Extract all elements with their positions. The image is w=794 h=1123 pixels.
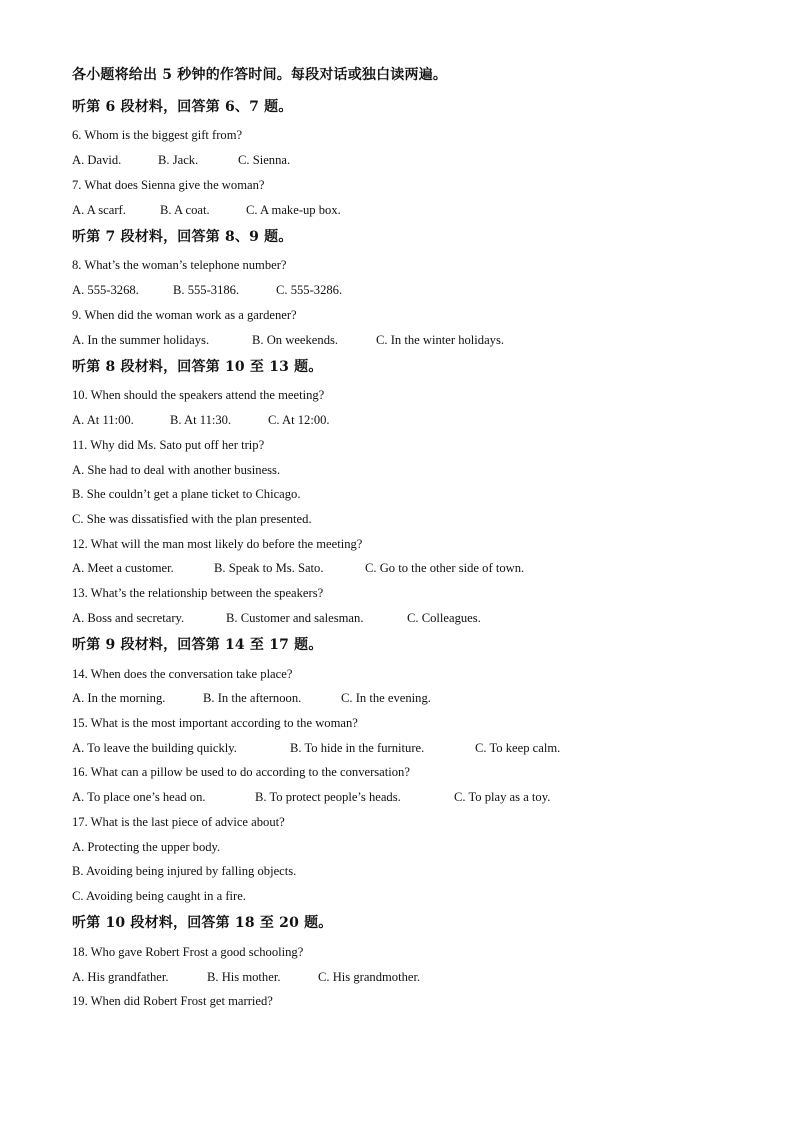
- option: B. At 11:30.: [170, 413, 232, 427]
- option: A. Protecting the upper body.: [72, 840, 221, 854]
- option: A. His grandfather.: [72, 970, 169, 984]
- option: A. To place one’s head on.: [72, 790, 206, 804]
- option: B. To hide in the furniture.: [290, 741, 425, 755]
- option: A. Boss and secretary.: [72, 611, 185, 625]
- option: B. She couldn’t get a plane ticket to Chicago.: [72, 487, 301, 501]
- question: 19. When did Robert Frost get married?: [72, 994, 273, 1008]
- option: A. In the summer holidays.: [72, 333, 210, 347]
- option: A. A scarf.: [72, 203, 126, 217]
- option: B. On weekends.: [252, 333, 339, 347]
- option: A. To leave the building quickly.: [72, 741, 237, 755]
- option-row: [72, 740, 560, 756]
- option: B. Speak to Ms. Sato.: [214, 561, 324, 575]
- option-row: [72, 412, 330, 428]
- option-row: [72, 789, 550, 805]
- section-heading: 听第 10 段材料，回答第 18 至 20 题。: [72, 915, 333, 931]
- option: B. Jack.: [158, 153, 199, 167]
- option: B. Customer and salesman.: [226, 611, 364, 625]
- option-row: [72, 690, 431, 706]
- option: C. To keep calm.: [475, 741, 561, 755]
- option-row: [72, 202, 341, 218]
- option: B. To protect people’s heads.: [255, 790, 401, 804]
- option: C. Colleagues.: [407, 611, 481, 625]
- section-heading: 听第 9 段材料，回答第 14 至 17 题。: [72, 637, 323, 653]
- question: 12. What will the man most likely do before the meeting?: [72, 537, 363, 551]
- option: A. 555-3268.: [72, 283, 139, 297]
- question: 14. When does the conversation take place?: [72, 667, 293, 681]
- option: C. His grandmother.: [318, 970, 421, 984]
- question: 15. What is the most important according to the woman?: [72, 716, 358, 730]
- option: B. Avoiding being injured by falling objects.: [72, 864, 297, 878]
- question: 16. What can a pillow be used to do according to the conversation?: [72, 765, 410, 779]
- option-row: [72, 152, 290, 168]
- option: B. His mother.: [207, 970, 281, 984]
- option: C. A make-up box.: [246, 203, 341, 217]
- option: C. In the winter holidays.: [376, 333, 505, 347]
- question: 18. Who gave Robert Frost a good schooling?: [72, 945, 304, 959]
- question: 9. When did the woman work as a gardener?: [72, 308, 297, 322]
- option: A. Meet a customer.: [72, 561, 174, 575]
- option: A. David.: [72, 153, 122, 167]
- question: 7. What does Sienna give the woman?: [72, 178, 265, 192]
- question: 11. Why did Ms. Sato put off her trip?: [72, 438, 265, 452]
- section-heading: 听第 6 段材料，回答第 6、7 题。: [72, 99, 293, 115]
- option: C. To play as a toy.: [454, 790, 551, 804]
- option-row: [72, 610, 481, 626]
- option: A. She had to deal with another business.: [72, 463, 281, 477]
- option: A. In the morning.: [72, 691, 166, 705]
- question: 6. Whom is the biggest gift from?: [72, 128, 243, 142]
- option: A. At 11:00.: [72, 413, 134, 427]
- option: C. Avoiding being caught in a fire.: [72, 889, 246, 903]
- option: B. A coat.: [160, 203, 210, 217]
- option-row: [72, 282, 342, 298]
- option: C. She was dissatisfied with the plan presented.: [72, 512, 312, 526]
- section-heading: 听第 8 段材料，回答第 10 至 13 题。: [72, 359, 323, 375]
- question: 10. When should the speakers attend the meeting?: [72, 388, 325, 402]
- option: B. In the afternoon.: [203, 691, 302, 705]
- option-row: [72, 969, 420, 985]
- option-row: [72, 560, 524, 576]
- option: C. In the evening.: [341, 691, 431, 705]
- option: C. At 12:00.: [268, 413, 330, 427]
- section-heading: 听第 7 段材料，回答第 8、9 题。: [72, 229, 293, 245]
- option: C. 555-3286.: [276, 283, 343, 297]
- question: 8. What’s the woman’s telephone number?: [72, 258, 287, 272]
- option: B. 555-3186.: [173, 283, 240, 297]
- option: C. Sienna.: [238, 153, 291, 167]
- question: 13. What’s the relationship between the speakers?: [72, 586, 324, 600]
- question: 17. What is the last piece of advice about?: [72, 815, 285, 829]
- section-instruction: 各小题将给出 5 秒钟的作答时间。每段对话或独白读两遍。: [72, 67, 448, 83]
- option-row: [72, 332, 504, 348]
- option: C. Go to the other side of town.: [365, 561, 525, 575]
